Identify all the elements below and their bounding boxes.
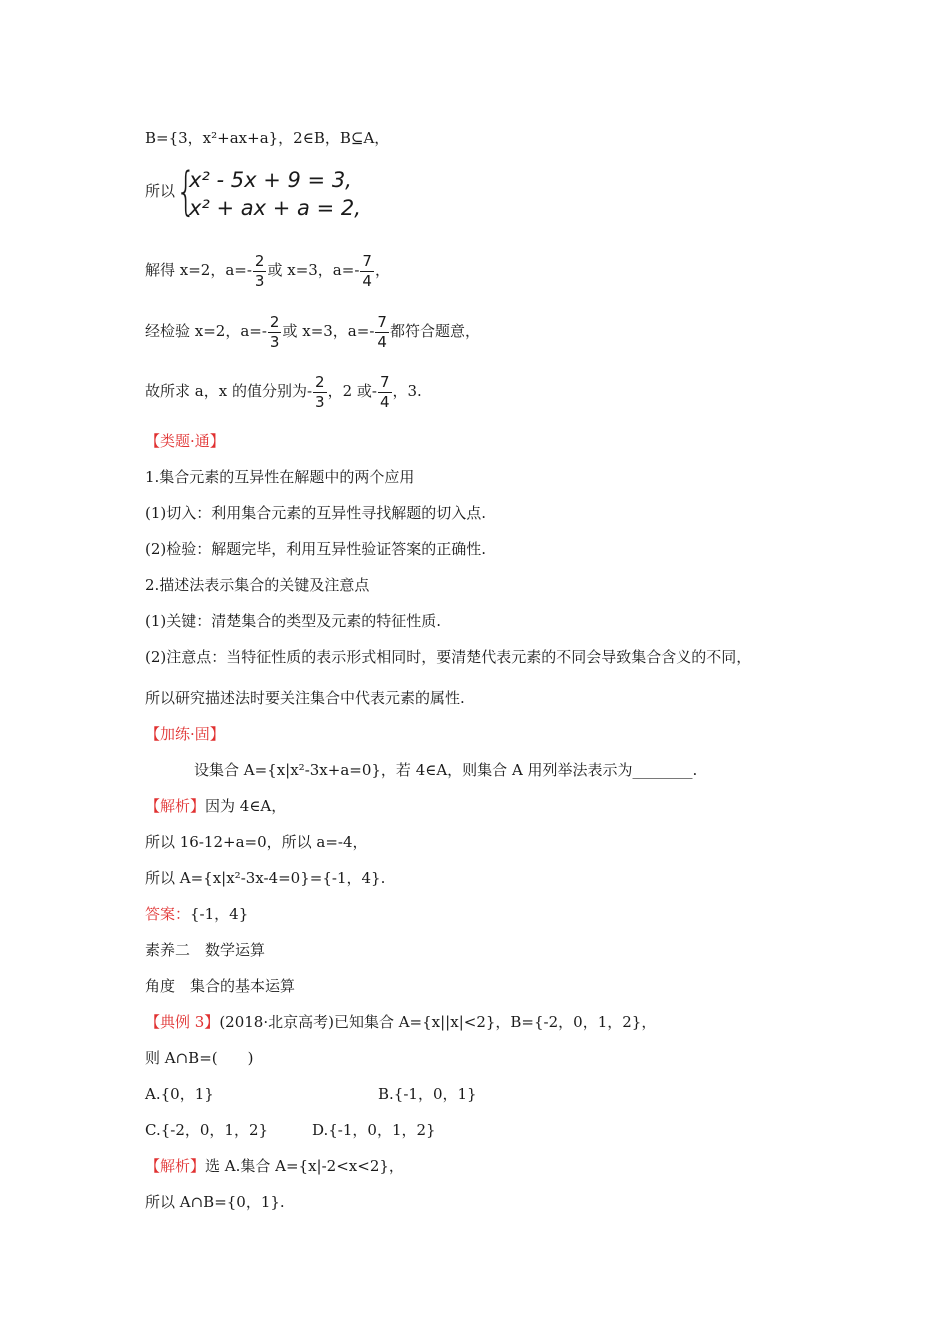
- jiexi-text: 因为 4∈A，: [205, 797, 287, 815]
- line-set-b: B={3，x²+ax+a}，2∈B，B⊆A，: [145, 129, 390, 147]
- jiexi2-result: 所以 A∩B={0，1}.: [145, 1193, 285, 1211]
- answer-value: {-1，4}: [190, 905, 249, 923]
- jiexi-line: [145, 796, 286, 816]
- result-text-3: ，3.: [392, 382, 422, 400]
- jiexi2-text: 选 A.集合 A={x|-2<x<2}，: [205, 1157, 404, 1175]
- fraction: $\frac{2}{3}$: [269, 312, 280, 351]
- option-c: C.{-2，0，1，2}: [145, 1121, 269, 1139]
- example-text: (2018·北京高考)已知集合 A={x||x|<2}，B={-2，0，1，2}，: [219, 1013, 657, 1031]
- leiti-line: (1)关键：清楚集合的类型及元素的特征性质.: [145, 612, 442, 630]
- leiti-line: (2)注意点：当特征性质的表示形式相同时，要清楚代表元素的不同会导致集合含义的不同，: [145, 648, 752, 666]
- line-check: [145, 312, 480, 352]
- result-text-2: ，2 或-: [327, 382, 377, 400]
- system-prefix: 所以: [145, 182, 176, 200]
- section-heading-leiti: 【类题·通】: [145, 432, 225, 450]
- solve-text-1: 解得 x=2，a=-: [145, 261, 252, 279]
- check-text-2: 或 x=3，a=-: [282, 322, 375, 340]
- equation-2: x² + ax + a = 2,: [189, 196, 361, 220]
- example-label: 【典例 3】: [145, 1013, 220, 1031]
- result-text-1: 故所求 a，x 的值分别为-: [145, 382, 313, 400]
- solve-text-3: ，: [374, 261, 390, 279]
- jiaodu-heading: 角度 集合的基本运算: [145, 977, 296, 995]
- line-solve: [145, 251, 390, 291]
- jiexi2-line: [145, 1156, 404, 1176]
- fraction: $\frac{7}{4}$: [362, 251, 372, 290]
- jialian-problem: 设集合 A={x|x²-3x+a=0}，若 4∈A，则集合 A 用列举法表示为________.: [194, 761, 698, 779]
- jiexi-line: 所以 16-12+a=0，所以 a=-4，: [145, 833, 368, 851]
- option-d: D.{-1，0，1，2}: [312, 1121, 436, 1139]
- leiti-line: 所以研究描述法时要关注集合中代表元素的属性.: [145, 689, 465, 707]
- jiexi-line: 所以 A={x|x²-3x-4=0}={-1，4}.: [145, 869, 386, 887]
- answer-line: [145, 904, 248, 924]
- fraction: $\frac{7}{4}$: [379, 372, 390, 411]
- equation-1: x² - 5x + 9 = 3,: [189, 168, 352, 192]
- check-text-1: 经检验 x=2，a=-: [145, 322, 267, 340]
- option-a: A.{0，1}: [145, 1085, 214, 1103]
- leiti-line: 2.描述法表示集合的关键及注意点: [145, 576, 370, 594]
- jiexi-label: 【解析】: [145, 797, 206, 815]
- example-line: [145, 1012, 656, 1032]
- left-brace: {: [176, 162, 196, 222]
- line-result: [145, 372, 422, 412]
- leiti-line: (1)切入：利用集合元素的互异性寻找解题的切入点.: [145, 504, 487, 522]
- suyang-heading: 素养二 数学运算: [145, 941, 266, 959]
- leiti-line: (2)检验：解题完毕，利用互异性验证答案的正确性.: [145, 540, 487, 558]
- leiti-line: 1.集合元素的互异性在解题中的两个应用: [145, 468, 415, 486]
- fraction: $\frac{2}{3}$: [254, 251, 265, 290]
- example-question: 则 A∩B=( ): [145, 1049, 254, 1067]
- option-b: B.{-1，0，1}: [378, 1085, 477, 1103]
- jiexi2-label: 【解析】: [145, 1157, 206, 1175]
- solve-text-2: 或 x=3，a=-: [267, 261, 360, 279]
- answer-label: 答案：: [145, 905, 191, 923]
- section-heading-jialian: 【加练·固】: [145, 725, 225, 743]
- fraction: $\frac{7}{4}$: [377, 312, 387, 351]
- fraction: $\frac{2}{3}$: [315, 372, 325, 411]
- check-text-3: 都符合题意，: [389, 322, 480, 340]
